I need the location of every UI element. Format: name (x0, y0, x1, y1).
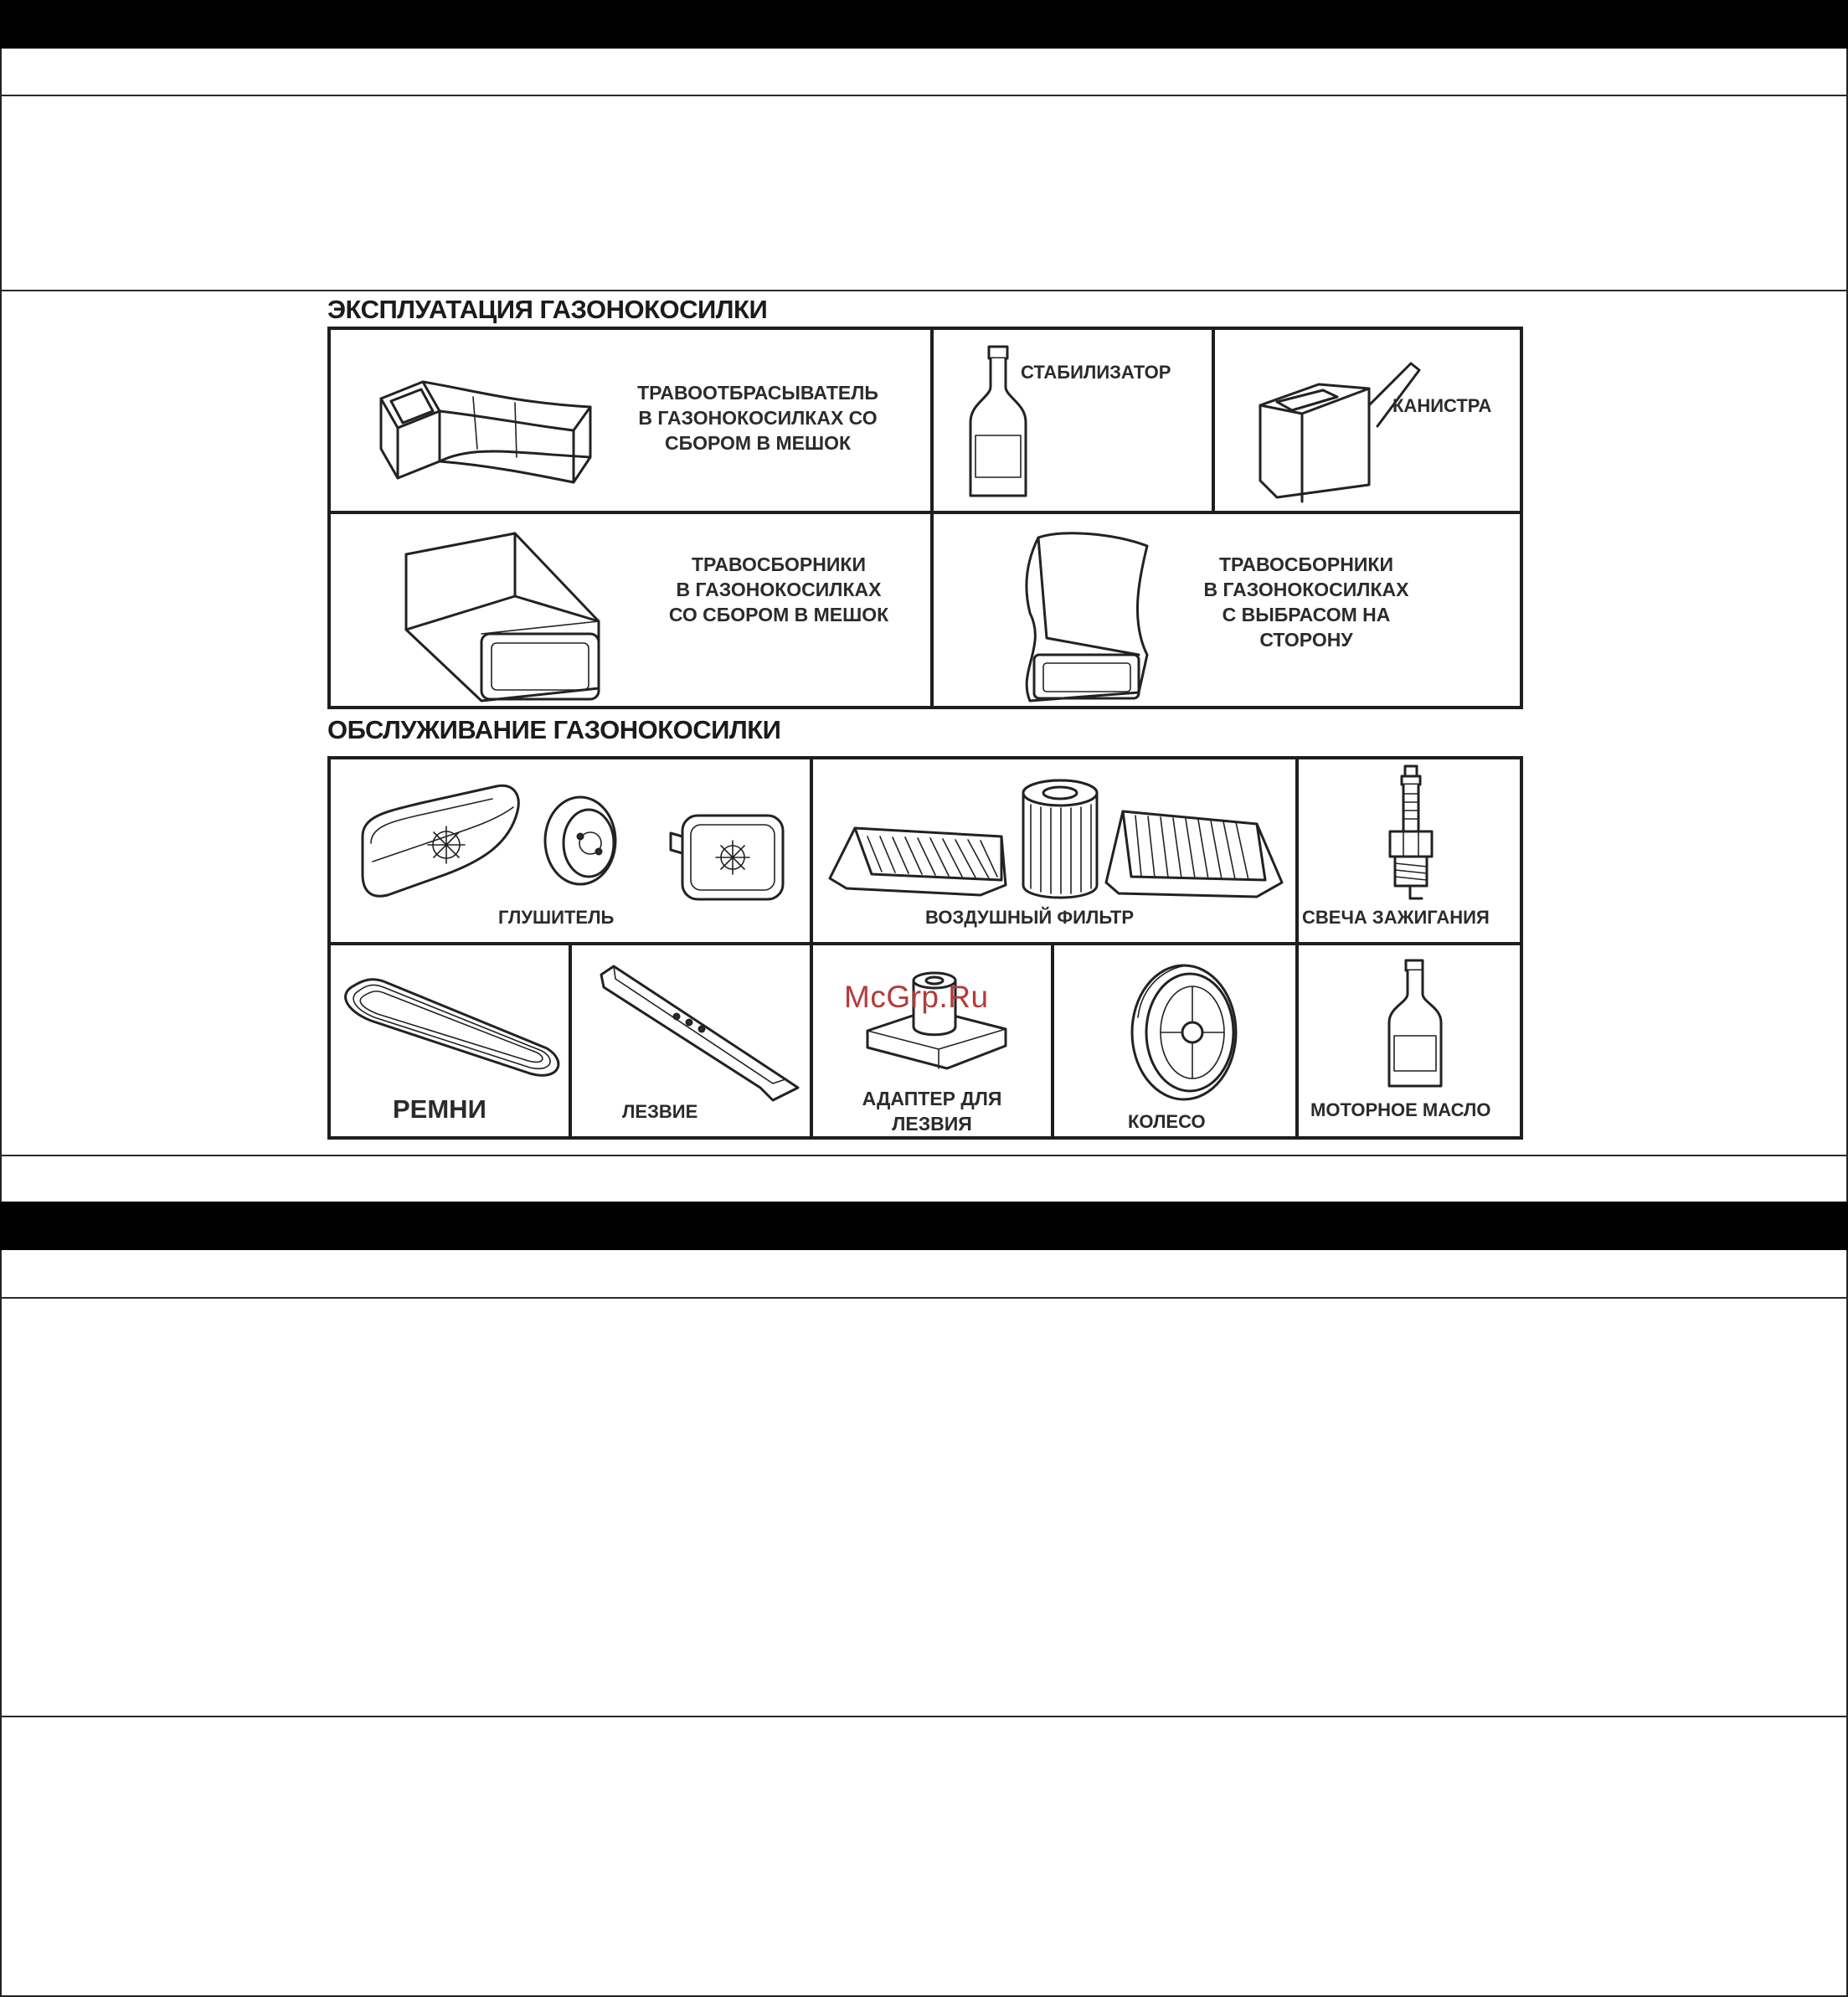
grass-bag-side-label-1: ТРАВОСБОРНИКИ (1219, 553, 1393, 575)
grass-bag-side-label-3: С ВЫБРАСОМ НА (1222, 604, 1391, 625)
rule (0, 95, 1848, 96)
header-bar-top (0, 0, 1848, 49)
wheel-label: КОЛЕСО (1128, 1111, 1206, 1132)
chute-label-1: ТРАВООТБРАСЫВАТЕЛЬ (637, 382, 878, 404)
wheel-cell (1051, 942, 1299, 1140)
muffler-label: ГЛУШИТЕЛЬ (498, 907, 615, 928)
rule (0, 1716, 1848, 1717)
blade-icon (597, 962, 798, 1104)
belts-label: РЕМНИ (393, 1094, 486, 1124)
grass-bag-rear-label-2: В ГАЗОНОКОСИЛКАХ (676, 579, 882, 600)
air-filter-label: ВОЗДУШНЫЙ ФИЛЬТР (925, 907, 1135, 928)
grass-bag-rear-label-1: ТРАВОСБОРНИКИ (692, 553, 866, 575)
stabilizer-cell (930, 327, 1215, 514)
spark-plug-label: СВЕЧА ЗАЖИГАНИЯ (1302, 907, 1490, 928)
engine-oil-cell (1295, 942, 1523, 1140)
muffler-cell (327, 756, 813, 945)
blade-cell (569, 942, 813, 1140)
grass-bag-rear-label-3: СО СБОРОМ В МЕШОК (668, 604, 889, 625)
rule (0, 290, 1848, 291)
air-filter-icon (830, 778, 1286, 903)
grass-bag-rear-cell (327, 511, 934, 709)
grass-bag-rear-icon (398, 529, 607, 705)
blade-label: ЛЕЗВИЕ (622, 1101, 698, 1122)
chute-cell (327, 327, 934, 514)
canister-label: КАНИСТРА (1392, 395, 1492, 416)
chute-label-2: В ГАЗОНОКОСИЛКАХ СО (638, 407, 878, 429)
canister-icon (1243, 347, 1436, 506)
header-bar-middle (0, 1202, 1848, 1250)
blade-adapter-label-2: ЛЕЗВИЯ (892, 1113, 972, 1135)
blade-adapter-label-1: АДАПТЕР ДЛЯ (862, 1088, 1002, 1109)
grass-bag-side-label-4: СТОРОНУ (1259, 629, 1353, 651)
grass-bag-side-label-2: В ГАЗОНОКОСИЛКАХ (1203, 579, 1409, 600)
maintenance-title: ОБСЛУЖИВАНИЕ ГАЗОНОКОСИЛКИ (327, 715, 781, 744)
rule (0, 1297, 1848, 1299)
belts-cell (327, 942, 572, 1140)
spark-plug-cell (1295, 756, 1523, 945)
rule (0, 1155, 1848, 1156)
watermark: McGrp.Ru (844, 980, 989, 1014)
blade-adapter-cell (810, 942, 1054, 1140)
canister-cell (1212, 327, 1523, 514)
grass-bag-side-cell (930, 511, 1523, 709)
air-filter-cell (810, 756, 1299, 945)
muffler-icon (354, 778, 790, 903)
wheel-icon (1121, 959, 1247, 1105)
stabilizer-label: СТАБИЛИЗАТОР (1021, 362, 1171, 383)
engine-oil-label: МОТОРНОЕ МАСЛО (1310, 1099, 1491, 1120)
chute-icon (373, 365, 624, 482)
oil-bottle-icon (1382, 959, 1449, 1093)
spark-plug-icon (1378, 764, 1445, 903)
operation-title: ЭКСПЛУАТАЦИЯ ГАЗОНОКОСИЛКИ (327, 295, 768, 324)
grass-bag-side-icon (1013, 529, 1156, 705)
chute-label-3: СБОРОМ В МЕШОК (664, 432, 852, 454)
belt-icon (337, 969, 564, 1078)
